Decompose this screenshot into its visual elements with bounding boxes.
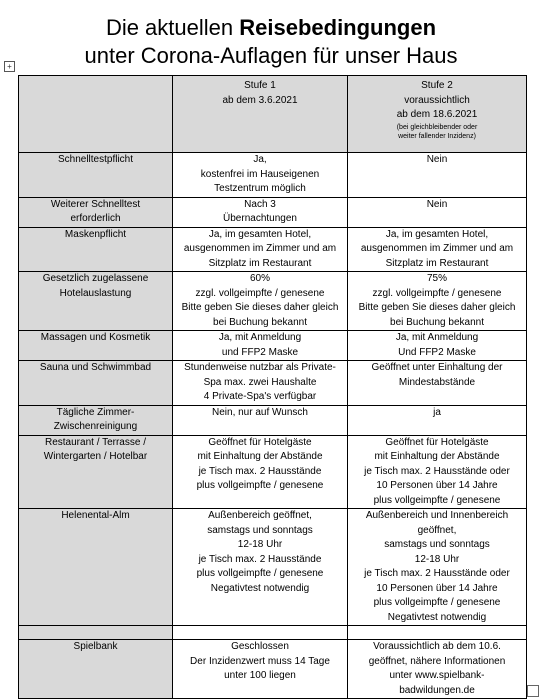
- cell-line: mit Einhaltung der Abstände: [197, 451, 323, 462]
- row-label-cell: [19, 509, 173, 626]
- row-label-cell: [19, 227, 173, 272]
- cell-line: Geöffnet für Hotelgäste: [385, 436, 489, 448]
- cell-line: Bitte geben Sie dieses daher gleich: [358, 302, 516, 313]
- cell-line: Bitte geben Sie dieses daher gleich: [181, 302, 339, 313]
- stufe2-cell: [348, 153, 527, 198]
- cell-line: Außenbereich geöffnet,: [208, 510, 312, 521]
- row-label-cell: [19, 640, 173, 699]
- cell-line: und FFP2 Maske: [221, 346, 299, 358]
- cell-line: 12-18 Uhr: [414, 553, 460, 565]
- cell-line: Testzentrum möglich: [214, 183, 306, 194]
- stufe2-cell: [348, 405, 527, 435]
- cell-line: 10 Personen über 14 Jahre: [376, 582, 498, 594]
- row-label-cell: [19, 626, 173, 640]
- cell-line: Sitzplatz im Restaurant: [208, 257, 312, 269]
- table-row: [19, 626, 527, 640]
- cell-line: Negativtest notwendig: [387, 611, 487, 623]
- table-row: [19, 361, 527, 406]
- row-label-cell: [19, 272, 173, 331]
- stufe1-cell: [173, 435, 348, 509]
- cell-line: Wintergarten / Hotelbar: [43, 451, 148, 462]
- cell-line: Ja, im gesamten Hotel,: [208, 228, 312, 240]
- cell-line: Negativtest notwendig: [210, 582, 310, 594]
- row-label-cell: [19, 361, 173, 406]
- title-line-1: [0, 14, 542, 42]
- cell-line: 60%: [249, 273, 270, 284]
- cell-line: Mindestabstände: [398, 376, 476, 388]
- cell-line: plus vollgeimpfte / genesene: [373, 494, 501, 506]
- stufe1-cell: [173, 153, 348, 198]
- header-stufe1: [173, 76, 348, 153]
- cell-line: samstags und sonntags: [384, 539, 490, 550]
- row-label-cell: [19, 153, 173, 198]
- table-row: [19, 153, 527, 198]
- document-title: [0, 14, 542, 70]
- stufe2-note-1: (bei gleichbleibender oder: [396, 123, 478, 131]
- cell-line: Spielbank: [73, 641, 118, 652]
- stufe1-title: Stufe 1: [244, 80, 276, 91]
- stufe2-cell: [348, 626, 527, 640]
- stufe2-cell: [348, 435, 527, 509]
- table-row: [19, 509, 527, 626]
- cell-line: Maskenpflicht: [64, 228, 127, 240]
- table-row: [19, 227, 527, 272]
- cell-line: Nein: [426, 198, 448, 210]
- table-row: [19, 197, 527, 227]
- row-label-cell: [19, 197, 173, 227]
- cell-line: erforderlich: [70, 213, 121, 224]
- cell-line: je Tisch max. 2 Hausstände oder: [364, 568, 510, 579]
- cell-line: Ja, mit Anmeldung: [218, 332, 302, 343]
- cell-line: kostenfrei im Hauseigenen: [200, 168, 320, 180]
- table-row: [19, 405, 527, 435]
- table-row: [19, 331, 527, 361]
- cell-line: samstags und sonntags: [207, 524, 313, 536]
- cell-line: Nach 3: [244, 198, 276, 210]
- cell-line: je Tisch max. 2 Hausstände: [198, 553, 322, 565]
- stufe2-date: ab dem 18.6.2021: [396, 109, 478, 120]
- stufe2-cell: [348, 227, 527, 272]
- stufe2-cell: [348, 361, 527, 406]
- cell-line: 10 Personen über 14 Jahre: [376, 480, 498, 491]
- cell-line: Geschlossen: [231, 641, 289, 652]
- cell-line: Zwischenreinigung: [53, 421, 138, 432]
- stufe2-cell: [348, 331, 527, 361]
- stufe1-date: ab dem 3.6.2021: [222, 94, 298, 106]
- cell-line: ja: [433, 406, 441, 418]
- stufe2-cell: [348, 509, 527, 626]
- cell-line: ausgenommen im Zimmer und am: [360, 243, 514, 254]
- cell-line: je Tisch max. 2 Hausstände: [198, 465, 322, 477]
- cell-line: Tägliche Zimmer-: [56, 406, 135, 418]
- cell-line: Der Inzidenzwert muss 14 Tage: [190, 655, 330, 667]
- header-empty-cell: [19, 76, 173, 153]
- cell-line: unter 100 liegen: [224, 670, 296, 681]
- stufe1-cell: [173, 361, 348, 406]
- cell-line: zzgl. vollgeimpfte / genesene: [195, 287, 325, 299]
- cell-line: plus vollgeimpfte / genesene: [196, 480, 324, 491]
- title-prefix: Die aktuellen: [105, 15, 240, 40]
- cell-line: Schnelltestpflicht: [57, 154, 134, 165]
- stufe1-cell: [173, 331, 348, 361]
- stufe1-cell: [173, 405, 348, 435]
- table-row: [19, 435, 527, 509]
- cell-line: plus vollgeimpfte / genesene: [196, 568, 324, 579]
- cell-line: bei Buchung bekannt: [390, 316, 484, 328]
- header-stufe2: [348, 76, 527, 153]
- stufe2-note-2: weiter fallender Inzidenz): [398, 132, 476, 140]
- cell-line: Sitzplatz im Restaurant: [385, 257, 489, 269]
- title-bold-word: Reisebedingungen: [239, 15, 437, 40]
- cell-line: badwildungen.de: [399, 684, 475, 696]
- cell-line: Übernachtungen: [223, 213, 297, 224]
- cell-line: Ja, im gesamten Hotel,: [385, 228, 489, 240]
- table-row: [19, 640, 527, 699]
- cell-line: Restaurant / Terrasse /: [45, 436, 146, 448]
- cell-line: Gesetzlich zugelassene: [42, 273, 149, 284]
- stufe1-cell: [173, 272, 348, 331]
- cell-line: plus vollgeimpfte / genesene: [373, 597, 501, 608]
- cell-line: Helenental-Alm: [61, 510, 130, 521]
- cell-line: Sauna und Schwimmbad: [39, 362, 152, 373]
- cell-line: unter www.spielbank-: [389, 670, 485, 681]
- page-corner-box: [527, 685, 539, 697]
- title-line-2: unter Corona-Auflagen für unser Haus: [84, 43, 458, 68]
- row-label-cell: [19, 435, 173, 509]
- table-move-handle-icon[interactable]: +: [4, 61, 15, 72]
- stufe2-cell: [348, 272, 527, 331]
- cell-line: Geöffnet unter Einhaltung der: [371, 362, 503, 373]
- table-row: [19, 272, 527, 331]
- cell-line: mit Einhaltung der Abstände: [374, 451, 500, 462]
- cell-line: Hotelauslastung: [59, 287, 132, 299]
- cell-line: Nein: [426, 154, 448, 165]
- cell-line: Spa max. zwei Haushalte: [203, 376, 317, 388]
- stufe2-title: Stufe 2: [421, 80, 453, 91]
- stufe2-cell: [348, 640, 527, 699]
- cell-line: geöffnet,: [417, 524, 457, 536]
- cell-line: Ja,: [253, 154, 267, 165]
- cell-line: bei Buchung bekannt: [213, 316, 307, 328]
- cell-line: geöffnet, nähere Informationen: [368, 655, 506, 667]
- cell-line: Geöffnet für Hotelgäste: [208, 436, 312, 448]
- cell-line: zzgl. vollgeimpfte / genesene: [372, 287, 502, 299]
- cell-line: Ja, mit Anmeldung: [395, 332, 479, 343]
- cell-line: 12-18 Uhr: [237, 539, 283, 550]
- stufe2-subtitle: voraussichtlich: [404, 94, 470, 106]
- cell-line: 75%: [426, 273, 447, 284]
- stufe2-cell: [348, 197, 527, 227]
- conditions-table: [18, 75, 527, 699]
- header-row: [19, 76, 527, 153]
- stufe1-cell: [173, 509, 348, 626]
- stufe1-cell: [173, 626, 348, 640]
- cell-line: Nein, nur auf Wunsch: [212, 406, 308, 418]
- row-label-cell: [19, 331, 173, 361]
- cell-line: Und FFP2 Maske: [398, 346, 476, 358]
- stufe1-cell: [173, 227, 348, 272]
- cell-line: Außenbereich und Innenbereich: [365, 510, 509, 521]
- cell-line: Stundenweise nutzbar als Private-: [184, 362, 336, 373]
- cell-line: 4 Private-Spa's verfügbar: [203, 391, 317, 402]
- stufe1-cell: [173, 197, 348, 227]
- cell-line: Voraussichtlich ab dem 10.6.: [373, 641, 501, 652]
- row-label-cell: [19, 405, 173, 435]
- cell-line: je Tisch max. 2 Hausstände oder: [364, 465, 510, 477]
- cell-line: ausgenommen im Zimmer und am: [183, 243, 337, 254]
- cell-line: Weiterer Schnelltest: [50, 198, 141, 210]
- stufe1-cell: [173, 640, 348, 699]
- cell-line: Massagen und Kosmetik: [40, 332, 151, 343]
